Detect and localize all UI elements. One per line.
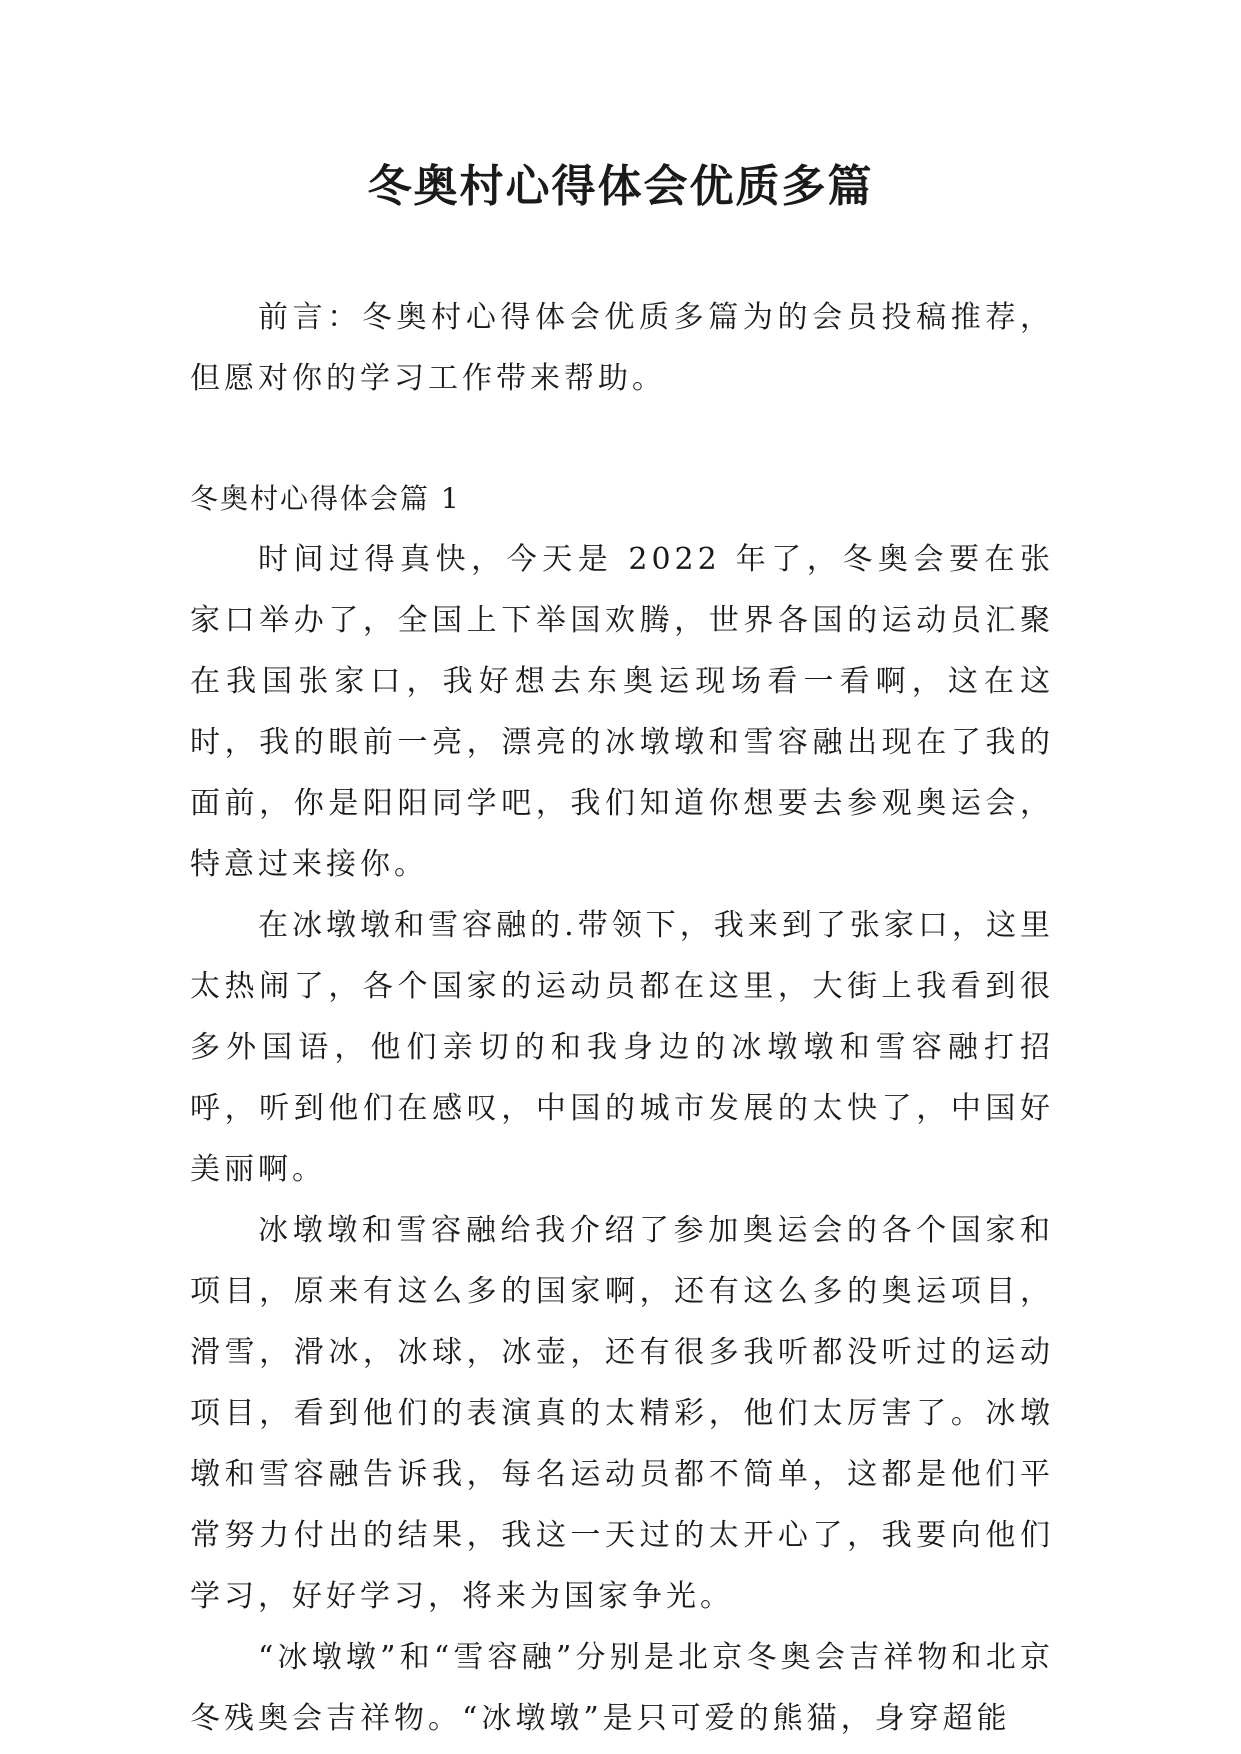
- paragraph-1: 时间过得真快，今天是 2022 年了，冬奥会要在张家口举办了，全国上下举国欢腾，世界各国的运动员汇聚在我国张家口，我好想去东奥运现场看一看啊，这在这时，我的眼前一亮，漂亮的冰墩墩和雪容融出现在了我的面前，你是阳阳同学吧，我们知道你想要去参观奥运会，特意过来接你。: [190, 542, 1054, 882]
- section-1: [190, 468, 1054, 1749]
- document-title: 冬奥村心得体会优质多篇: [367, 161, 874, 212]
- section-heading: 冬奥村心得体会篇 1: [190, 482, 461, 515]
- paragraph-4: “冰墩墩”和“雪容融”分别是北京冬奥会吉祥物和北京冬残奥会吉祥物。“冰墩墩”是只可爱的熊猫，身穿超能: [190, 1640, 1054, 1736]
- preface-block: [190, 287, 1054, 409]
- paragraph-2: 在冰墩墩和雪容融的.带领下，我来到了张家口，这里太热闹了，各个国家的运动员都在这里，大街上我看到很多外国语，他们亲切的和我身边的冰墩墩和雪容融打招呼，听到他们在感叹，中国的城市发展的太快了，中国好美丽啊。: [190, 908, 1054, 1187]
- paragraph-3: 冰墩墩和雪容融给我介绍了参加奥运会的各个国家和项目，原来有这么多的国家啊，还有这么多的奥运项目，滑雪，滑冰，冰球，冰壶，还有很多我听都没听过的运动项目，看到他们的表演真的太精彩，他们太厉害了。冰墩墩和雪容融告诉我，每名运动员都不简单，这都是他们平常努力付出的结果，我这一天过的太开心了，我要向他们学习，好好学习，将来为国家争光。: [190, 1213, 1054, 1614]
- preface-paragraph: 前言：冬奥村心得体会优质多篇为的会员投稿推荐，但愿对你的学习工作带来帮助。: [190, 300, 1054, 396]
